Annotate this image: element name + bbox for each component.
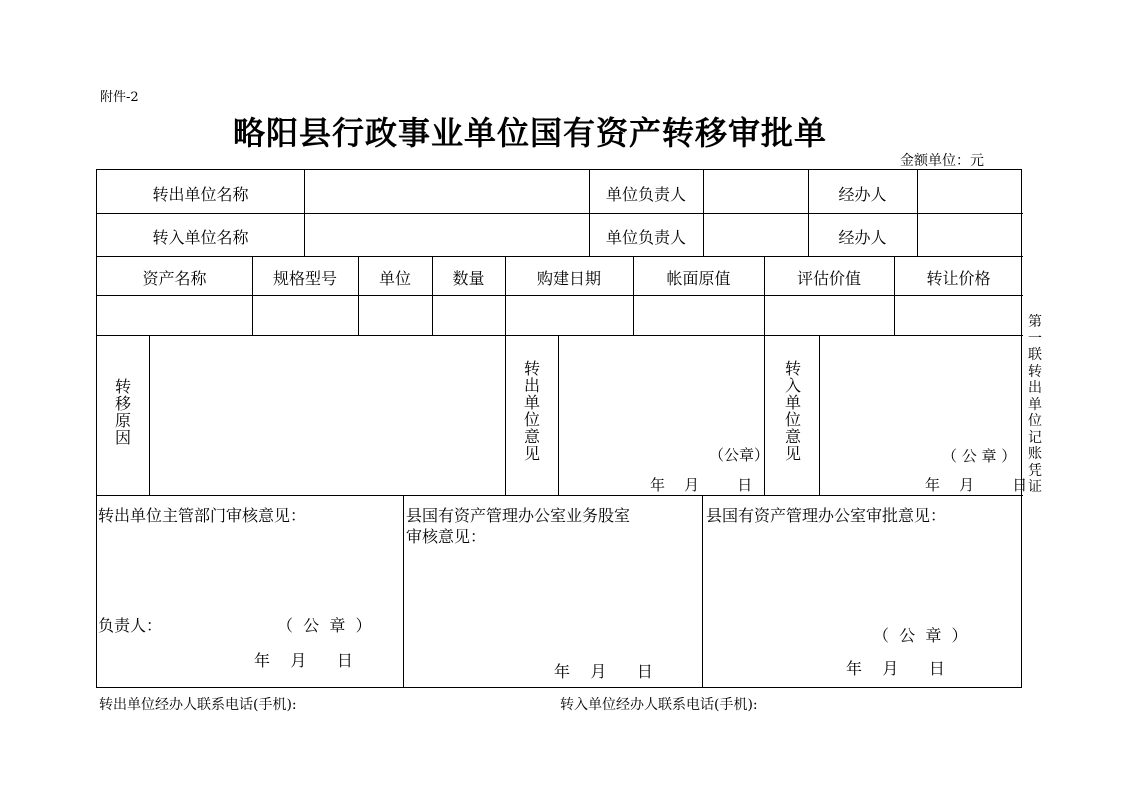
row-line [97,213,1023,214]
office-approve-date: 年 月 日 [846,659,945,678]
transfer-reason-label: 转移原因 [114,377,131,447]
in-unit-leader-label: 单位负责人 [605,228,686,247]
col-line [764,335,765,495]
dept-date: 年 月 日 [254,651,353,670]
out-opinion-label: 转出单位意见 [523,359,540,463]
approval-form [96,169,1028,688]
amount-unit: 金额单位：元 [900,153,984,169]
col-line [702,495,703,688]
office-review-label-line1: 县国有资产管理办公室业务股室 [406,506,631,525]
col-header-quantity: 数量 [452,269,485,288]
office-review-label-line2: 审核意见： [406,527,487,546]
col-line [304,170,305,256]
in-phone-label: 转入单位经办人联系电话(手机): [560,697,758,713]
col-header-build-date: 购建日期 [536,269,601,288]
col-line [917,170,918,256]
row-line [97,495,1023,496]
out-unit-leader-label: 单位负责人 [605,185,686,204]
office-review-date: 年 月 日 [554,662,653,681]
office-approve-label: 县国有资产管理办公室审批意见： [706,506,947,525]
row-line [97,295,1023,296]
col-line [819,335,820,495]
col-line [703,170,704,256]
in-opinion-label: 转入单位意见 [784,359,801,463]
in-handler-label: 经办人 [838,228,887,247]
col-line [149,335,150,495]
in-date: 年 月 日 [925,476,1028,494]
dept-seal: （ 公 章 ） [277,616,372,635]
copy-note: 第一联转出单位记账凭证 [1028,314,1042,495]
row-line [97,256,1023,257]
in-unit-name-label: 转入单位名称 [152,228,249,247]
out-date: 年 月 日 [650,476,753,494]
in-seal: （ 公 章 ） [942,447,1017,465]
dept-review-label: 转出单位主管部门审核意见： [98,506,307,525]
office-approve-seal: （ 公 章 ） [873,626,968,645]
col-header-unit: 单位 [378,269,411,288]
col-line [505,335,506,495]
out-seal: （公章） [709,446,770,464]
col-header-transfer-price: 转让价格 [926,269,991,288]
row-line [97,335,1023,336]
out-handler-label: 经办人 [838,185,887,204]
out-phone-label: 转出单位经办人联系电话(手机): [99,697,297,713]
col-line [558,335,559,495]
col-header-spec: 规格型号 [272,269,337,288]
col-header-asset-name: 资产名称 [142,269,207,288]
leader-label: 负责人： [98,616,163,635]
col-header-book-value: 帐面原值 [666,269,731,288]
page-title: 略阳县行政事业单位国有资产转移审批单 [232,114,827,152]
col-line [403,495,404,688]
attachment-label: 附件-2 [100,90,139,105]
out-unit-name-label: 转出单位名称 [152,185,249,204]
col-header-appraised-value: 评估价值 [796,269,861,288]
